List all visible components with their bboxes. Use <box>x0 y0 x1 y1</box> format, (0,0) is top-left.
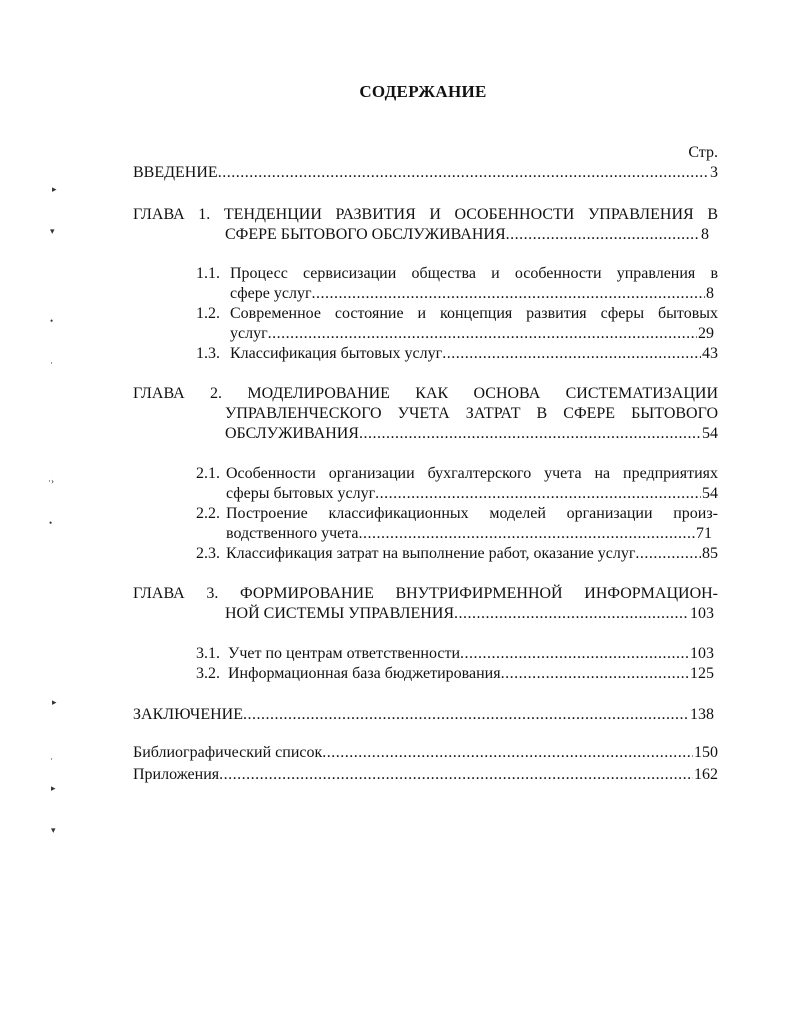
leader-dots <box>506 225 700 245</box>
toc-label: Библиографический список <box>133 744 323 761</box>
toc-entry-bibliography[interactable] <box>133 743 718 763</box>
toc-entry-1-1[interactable] <box>230 284 714 304</box>
toc-page-number: 8 <box>706 285 714 302</box>
chapter-3-title-line1[interactable]: ГЛАВА 3. ФОРМИРОВАНИЕ ВНУТРИФИРМЕННОЙ ИНФОРМАЦИОН- <box>133 585 718 602</box>
toc-entry-conclusion[interactable] <box>133 705 714 725</box>
toc-page-number: 43 <box>702 345 718 362</box>
section-number: 1.3. <box>196 345 220 362</box>
leader-dots <box>268 324 697 344</box>
section-number: 2.3. <box>196 545 220 562</box>
leader-dots <box>460 644 689 664</box>
toc-page-number: 3 <box>710 164 718 181</box>
leader-dots <box>322 743 693 763</box>
toc-entry-1-2[interactable] <box>230 324 714 344</box>
scan-speck: ▸ <box>51 783 56 793</box>
section-1-1-line1[interactable]: Процесс сервисизации общества и особенности управления в <box>230 265 718 282</box>
chapter-2-title-line1[interactable]: ГЛАВА 2. МОДЕЛИРОВАНИЕ КАК ОСНОВА СИСТЕМАТИЗАЦИИ <box>133 385 718 402</box>
toc-page-number: 29 <box>698 325 714 342</box>
toc-page-number: 162 <box>694 766 718 783</box>
toc-entry-3-2[interactable] <box>196 664 714 684</box>
page-column-label: Стр. <box>688 144 718 161</box>
section-number: 2.2. <box>196 505 220 522</box>
toc-entry-2-1[interactable] <box>226 484 718 504</box>
toc-entry-chapter-3[interactable] <box>225 604 714 624</box>
section-number: 1.2. <box>196 305 220 322</box>
toc-page-number: 125 <box>690 665 714 682</box>
toc-label: Классификация бытовых услуг <box>230 345 443 362</box>
toc-label: НОЙ СИСТЕМЫ УПРАВЛЕНИЯ <box>225 605 455 622</box>
toc-entry-chapter-1[interactable] <box>225 225 709 245</box>
scan-speck: ▸ <box>52 697 57 707</box>
scan-speck: ·› <box>48 476 54 486</box>
toc-page-number: 103 <box>690 645 714 662</box>
leader-dots <box>442 344 701 364</box>
leader-dots <box>454 604 689 624</box>
toc-entry-2-3[interactable] <box>196 544 718 564</box>
toc-entry-appendix[interactable] <box>133 765 718 785</box>
toc-page-number: 71 <box>696 525 712 542</box>
toc-entry-chapter-2[interactable] <box>225 424 718 444</box>
leader-dots <box>501 664 689 684</box>
toc-label: Приложения <box>133 766 220 783</box>
toc-label: Информационная база бюджетирования <box>228 665 501 682</box>
toc-page-number: 8 <box>701 226 709 243</box>
toc-page-number: 138 <box>690 706 714 723</box>
section-2-2-line1[interactable]: Построение классификационных моделей организации произ- <box>226 505 718 522</box>
scan-speck: • <box>50 316 54 326</box>
scan-speck: ▾ <box>50 226 55 236</box>
toc-entry-intro[interactable] <box>133 163 718 183</box>
section-2-1-line1[interactable]: Особенности организации бухгалтерского учета на предприятиях <box>226 465 718 482</box>
leader-dots <box>375 484 701 504</box>
leader-dots <box>243 705 689 725</box>
section-number: 3.1. <box>196 645 220 662</box>
leader-dots <box>219 765 693 785</box>
scan-speck: • <box>49 518 53 528</box>
toc-entry-2-2[interactable] <box>226 524 712 544</box>
leader-dots <box>359 524 695 544</box>
section-number: 1.1. <box>196 265 220 282</box>
toc-label: ОБСЛУЖИВАНИЯ <box>225 425 359 442</box>
section-number: 3.2. <box>196 665 220 682</box>
toc-page-number: 150 <box>694 744 718 761</box>
toc-label: ЗАКЛЮЧЕНИЕ <box>133 706 243 723</box>
leader-dots <box>218 163 709 183</box>
leader-dots <box>359 424 701 444</box>
scan-speck: · <box>50 754 53 764</box>
chapter-2-title-line2[interactable]: УПРАВЛЕНЧЕСКОГО УЧЕТА ЗАТРАТ В СФЕРЕ БЫТОВОГО <box>225 405 718 422</box>
toc-page-number: 54 <box>702 425 718 442</box>
page-title: СОДЕРЖАНИЕ <box>359 82 487 101</box>
leader-dots <box>635 544 701 564</box>
toc-entry-1-3[interactable] <box>196 344 718 364</box>
toc-page-number: 54 <box>702 485 718 502</box>
toc-page-number: 85 <box>702 545 718 562</box>
toc-label: сферы бытовых услуг <box>226 485 376 502</box>
toc-label: ВВЕДЕНИЕ <box>133 164 218 181</box>
scan-speck: · <box>50 358 53 368</box>
toc-label: сфере услуг <box>230 285 312 302</box>
toc-label: СФЕРЕ БЫТОВОГО ОБСЛУЖИВАНИЯ <box>225 226 506 243</box>
toc-label: водственного учета <box>226 525 359 542</box>
leader-dots <box>312 284 705 304</box>
toc-entry-3-1[interactable] <box>196 644 714 664</box>
section-number: 2.1. <box>196 465 220 482</box>
toc-label: Классификация затрат на выполнение работ, оказание услуг <box>226 545 636 562</box>
section-1-2-line1[interactable]: Современное состояние и концепция развития сферы бытовых <box>230 305 718 322</box>
scan-speck: ▾ <box>51 825 56 835</box>
toc-page-number: 103 <box>690 605 714 622</box>
scan-speck: ▸ <box>52 184 57 194</box>
toc-label: услуг <box>230 325 268 342</box>
toc-label: Учет по центрам ответственности <box>228 645 461 662</box>
chapter-1-title-line1[interactable]: ГЛАВА 1. ТЕНДЕНЦИИ РАЗВИТИЯ И ОСОБЕННОСТИ УПРАВЛЕНИЯ В <box>133 206 718 223</box>
